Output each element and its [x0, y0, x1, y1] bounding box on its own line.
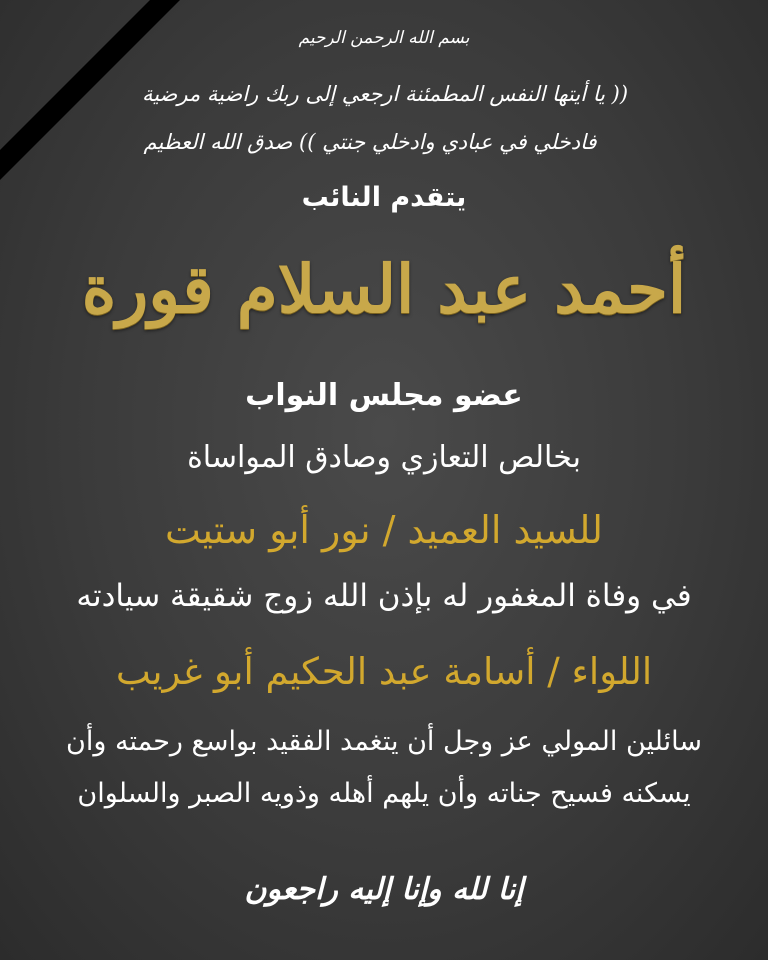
condolence-text: بخالص التعازي وصادق المواساة: [187, 440, 581, 475]
prayer-line-1: سائلين المولي عز وجل أن يتغمد الفقيد بواسع رحمته وأن: [66, 726, 702, 757]
occasion-text: في وفاة المغفور له بإذن الله زوج شقيقة سيادته: [76, 578, 692, 614]
prayer-line-2: يسكنه فسيح جناته وأن يلهم أهله وذويه الصبر والسلوان: [77, 778, 691, 809]
closing-phrase: إنا لله وإنا إليه راجعون: [244, 872, 524, 907]
presenter-name: أحمد عبد السلام قورة: [81, 250, 687, 328]
deceased-name: اللواء / أسامة عبد الحكيم أبو غريب: [115, 650, 653, 693]
basmala: بسم الله الرحمن الرحيم: [298, 28, 470, 48]
presenter-title: عضو مجلس النواب: [245, 378, 523, 413]
quran-verse-line-1: (( يا أيتها النفس المطمئنة ارجعي إلى ربك راضية مرضية: [141, 82, 629, 106]
quran-verse-line-2: فادخلي في عبادي وادخلي جنتي )) صدق الله العظيم: [143, 130, 597, 154]
presenter-intro: يتقدم النائب: [301, 182, 467, 213]
recipient-name: للسيد العميد / نور أبو ستيت: [165, 508, 603, 552]
